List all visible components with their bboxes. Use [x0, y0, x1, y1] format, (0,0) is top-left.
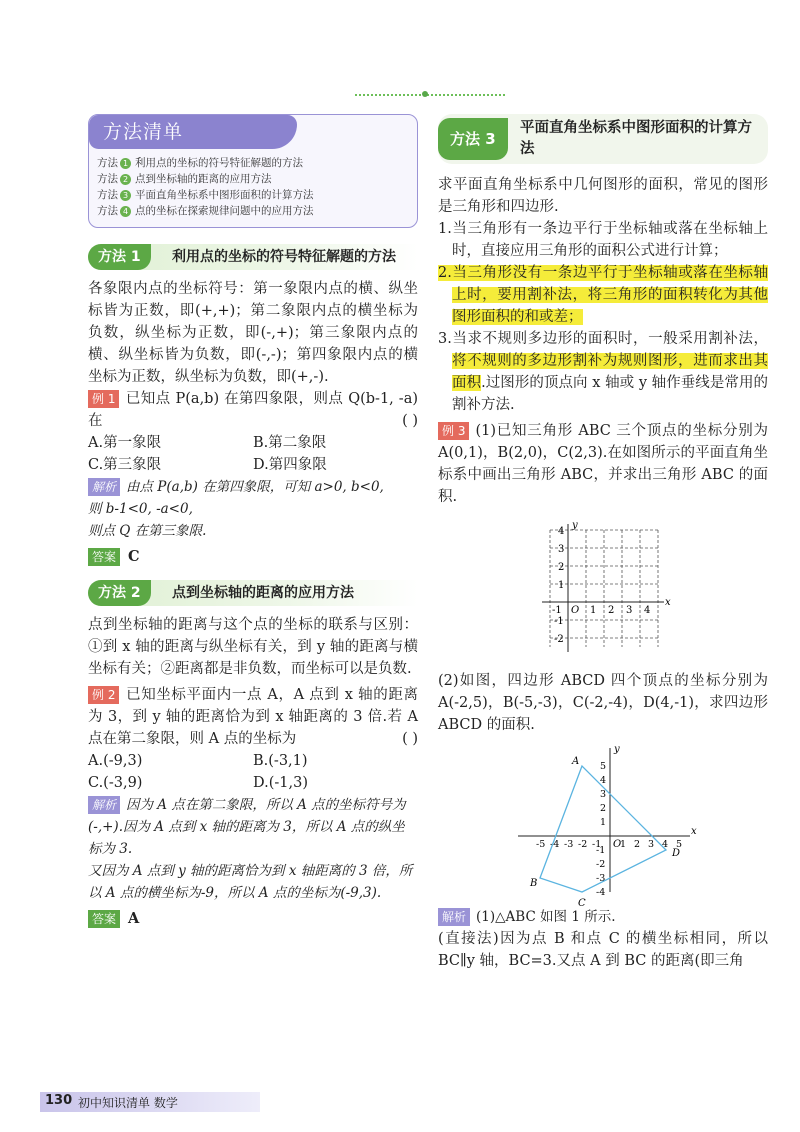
tick-label: 4 [600, 775, 607, 786]
method3-point1: 1.当三角形有一条边平行于坐标轴或落在坐标轴上时，直接应用三角形的面积公式进行计算； [438, 221, 768, 259]
method2-tag: 方法 2 [88, 580, 151, 606]
option: D.第四象限 [253, 457, 327, 473]
tick-label: -2 [596, 859, 606, 870]
example2-answer [88, 908, 418, 930]
book-title: 初中知识清单 数学 [78, 1096, 178, 1110]
tick-label: 2 [600, 803, 607, 814]
tick-label: 1 [620, 839, 627, 850]
tick-label: 1 [558, 580, 565, 591]
tick-label: 2 [634, 839, 641, 850]
example-tag: 例 2 [88, 686, 119, 704]
left-column [88, 114, 418, 930]
answer-value: C [128, 548, 140, 565]
method1-tag: 方法 1 [88, 244, 151, 270]
tick-label: 5 [676, 839, 683, 850]
tick-label: -1 [552, 605, 562, 616]
option: D.(-1,3) [253, 775, 308, 791]
example2: 例 2 已知坐标平面内一点 A，A 点到 x 轴的距离为 3，到 y 轴的距离恰为到 x 轴距离的 3 倍.若 A 点在第二象限，则 A 点的坐标为 ( ) [88, 684, 418, 750]
tick-label: -4 [596, 887, 606, 898]
method-list-title: 方法清单 [89, 115, 297, 149]
vertex-label: D [672, 848, 681, 859]
number-badge: 1 [120, 158, 131, 169]
example1-options [88, 432, 418, 476]
option: C.第三象限 [88, 457, 162, 473]
example-tag: 例 1 [88, 390, 119, 408]
tick-label: 4 [644, 605, 651, 616]
example2-options [88, 750, 418, 794]
answer-value: A [128, 910, 140, 927]
tick-label: 4 [662, 839, 669, 850]
quadrilateral-figure [438, 742, 768, 909]
example3-analysis-cont: (直接法)因为点 B 和点 C 的横坐标相同，所以 BC∥y 轴，BC=3.又点 A 到 BC 的距离(即三角 [438, 931, 768, 969]
tick-label: -5 [536, 839, 546, 850]
vertex-label: A [572, 756, 580, 767]
divider-dot [422, 91, 428, 97]
answer-blank: ( ) [402, 413, 418, 429]
tick-label: -2 [554, 634, 564, 645]
number-badge: 4 [120, 206, 131, 217]
answer-tag: 答案 [88, 910, 120, 928]
answer-blank: ( ) [402, 731, 418, 747]
tick-label: 5 [600, 761, 607, 772]
analysis-tag: 解析 [438, 908, 470, 926]
method-list-item: 方法 3 平面直角坐标系中图形面积的计算方法 [97, 189, 314, 201]
page-number: 130 [45, 1093, 73, 1108]
method-list-item: 方法 2 点到坐标轴的距离的应用方法 [97, 173, 272, 185]
method3-point3: 3.当求不规则多边形的面积时，一般采用割补法，将不规则的多边形割补为规则图形，进而求出其面积.过图形的顶点向 x 轴或 y 轴作垂线是常用的割补方法. [438, 331, 768, 413]
example3-part2: (2)如图，四边形 ABCD 四个顶点的坐标分别为 A(-2,5)，B(-5,-3)，C(-2,-4)，D(4,-1)，求四边形 ABCD 的面积. [438, 673, 768, 733]
method1-header [88, 244, 418, 270]
method3-title: 平面直角坐标系中图形面积的计算方法 [520, 120, 752, 157]
tick-label: -3 [564, 839, 574, 850]
method-list-item: 方法 1 利用点的坐标的符号特征解题的方法 [97, 157, 303, 169]
option: B.第二象限 [253, 435, 327, 451]
tick-label: -1 [596, 845, 606, 856]
option: A.(-9,3) [88, 753, 143, 769]
tick-label: 2 [558, 562, 565, 573]
option: C.(-3,9) [88, 775, 143, 791]
highlight: 将不规则的多边形割补为规则图形，进而求出其面积 [452, 353, 768, 391]
tick-label: 3 [648, 839, 655, 850]
tick-label: -1 [554, 616, 564, 627]
method-list-item: 方法 4 点的坐标在探索规律问题中的应用方法 [97, 205, 314, 217]
method2-body: 点到坐标轴的距离与这个点的坐标的联系与区别：①到 x 轴的距离与纵坐标有关，到 y 轴的距离与横坐标有关；②距离都是非负数，而坐标可以是负数. [88, 617, 418, 677]
answer-tag: 答案 [88, 548, 120, 566]
axis-label-x: x [665, 597, 671, 608]
analysis-tag: 解析 [88, 478, 120, 496]
grid-lines [550, 530, 658, 647]
vertex-label: B [530, 878, 538, 889]
example1-analysis: 解析 由点 P(a,b) 在第四象限，可知 a>0, b<0, 则 b-1<0, -a<0, 则点 Q 在第三象限. [88, 479, 384, 539]
tick-label: 4 [558, 526, 565, 537]
number-badge: 2 [120, 174, 131, 185]
top-divider [355, 94, 505, 96]
method3-header [438, 114, 768, 164]
method3-intro: 求平面直角坐标系中几何图形的面积，常见的图形是三角形和四边形. [438, 177, 768, 215]
method2-header [88, 580, 418, 606]
tick-label: -3 [596, 873, 606, 884]
tick-label: 1 [600, 817, 607, 828]
right-column [438, 114, 768, 972]
origin-label: O [571, 605, 580, 616]
method-list [88, 114, 418, 228]
method3-point2 [438, 262, 768, 328]
tick-label: -1 [592, 839, 602, 850]
method3-tag: 方法 3 [438, 118, 508, 160]
axis-label-y: y [572, 520, 578, 531]
analysis-tag: 解析 [88, 796, 120, 814]
tick-label: 3 [600, 789, 607, 800]
method1-title: 利用点的坐标的符号特征解题的方法 [172, 249, 396, 265]
highlight: 2.当三角形没有一条边平行于坐标轴或落在坐标轴上时，要用割补法，将三角形的面积转化为其他图形面积的和或差； [438, 265, 768, 325]
number-badge: 3 [120, 190, 131, 201]
tick-label: -2 [578, 839, 588, 850]
example2-analysis: 解析 因为 A 点在第二象限，所以 A 点的坐标符号为(-,+).因为 A 点到 x 轴的距离为 3，所以 A 点的纵坐标为 3. 又因为 A 点到 y 轴的距离恰为到 x 轴距离的 3 倍，所以 A 点的横坐标为-9，所以 A 点的坐标为(-9,3). [88, 797, 413, 901]
example3-analysis: 解析 (1)△ABC 如图 1 所示. [438, 906, 768, 928]
tick-label: 3 [558, 544, 565, 555]
tick-label: 3 [626, 605, 633, 616]
tick-label: 2 [608, 605, 615, 616]
method1-body: 各象限内点的坐标符号：第一象限内点的横、纵坐标皆为正数，即(+,+)；第二象限内点的横坐标为负数，纵坐标为正数，即(-,+)；第三象限内点的横、纵坐标皆为负数，即(-,-)；第四象限内点的横坐标为正数，纵坐标为负数，即(+,-). [88, 281, 418, 385]
example1-answer [88, 546, 418, 568]
example-tag: 例 3 [438, 422, 469, 440]
example1: 例 1 已知点 P(a,b) 在第四象限，则点 Q(b-1, -a) 在 ( ) [88, 388, 418, 432]
axis-label-x: x [691, 826, 697, 837]
option: B.(-3,1) [253, 753, 308, 769]
vertex-label: C [578, 898, 586, 909]
method2-title: 点到坐标轴的距离的应用方法 [172, 585, 354, 601]
grid-figure-1 [438, 516, 768, 666]
axis-label-y: y [614, 744, 620, 755]
tick-label: 1 [590, 605, 597, 616]
tick-label: -4 [550, 839, 560, 850]
example3-part1: 例 3 (1)已知三角形 ABC 三个顶点的坐标分别为A(0,1)，B(2,0)，C(2,3).在如图所示的平面直角坐标系中画出三角形 ABC，并求出三角形 ABC 的面积. [438, 423, 768, 505]
option: A.第一象限 [88, 435, 162, 451]
origin-label: O [613, 839, 622, 850]
